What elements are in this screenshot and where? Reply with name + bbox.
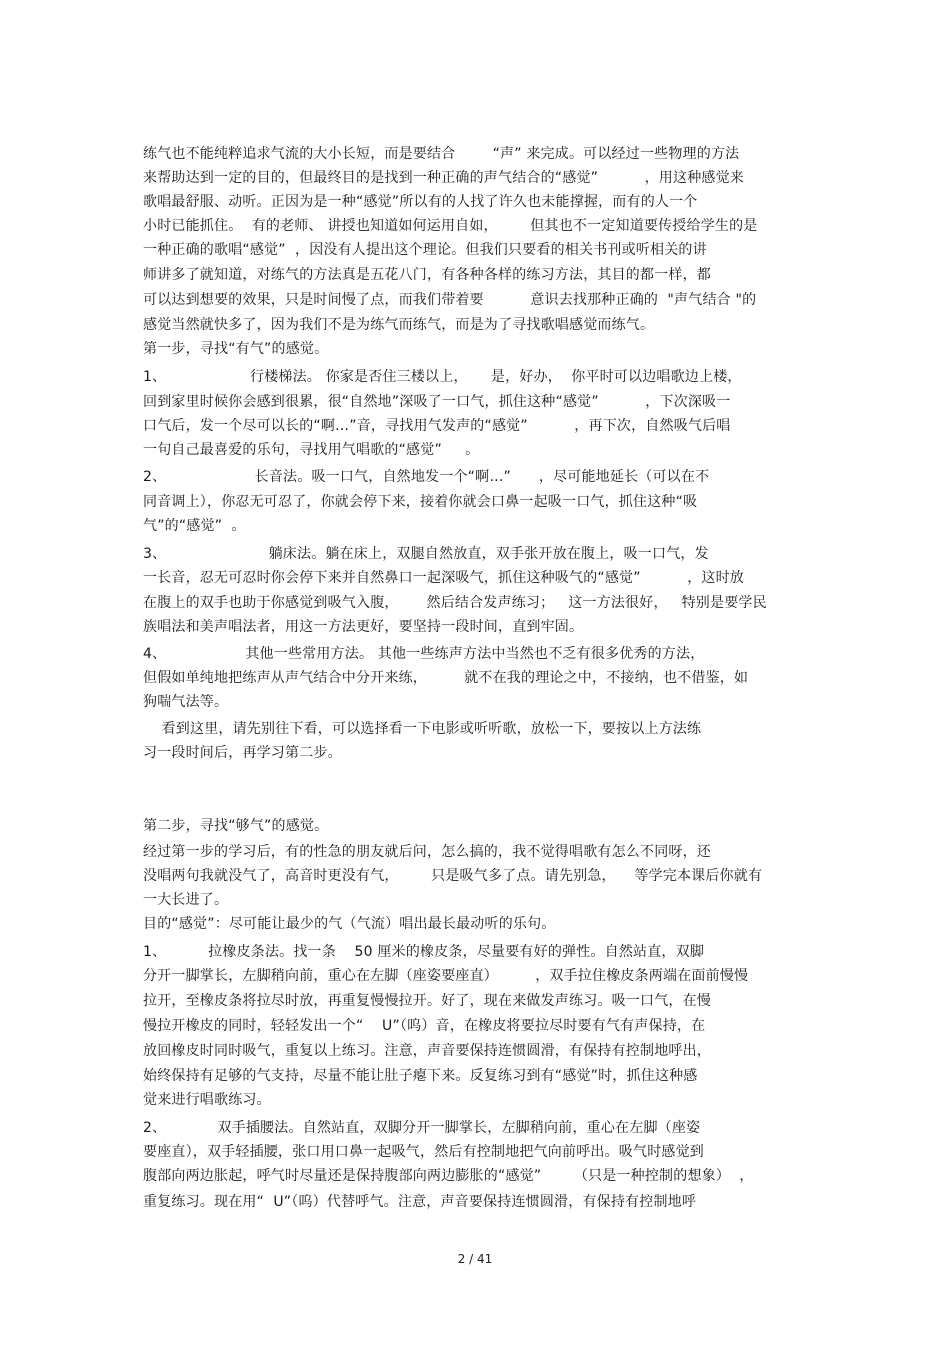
body-text-line: 回到家里时候你会感到很累，很“自然地”深吸了一口气，抓住这种“感觉” ，下次深吸一 [143, 394, 731, 410]
body-text-line: 小时已能抓住。 有的老师、 讲授也知道如何运用自如， 但其也不一定知道要传授给学生的是 [143, 218, 758, 234]
list-item: 2、 双手插腰法。自然站直，双脚分开一脚掌长，左脚稍向前，重心在左脚（座姿 [143, 1120, 701, 1136]
body-text-line: 师讲多了就知道，对练气的方法真是五花八门，有各种各样的练习方法，其目的都一样，都 [143, 267, 711, 283]
body-text-line: 练气也不能纯粹追求气流的大小长短，而是要结合 “声” 来完成。可以经过一些物理的方法 [143, 146, 740, 162]
body-text-line: 要座直），双手轻插腰，张口用口鼻一起吸气，然后有控制地把气向前呼出。吸气时感觉到 [143, 1144, 704, 1160]
body-text-line: 来帮助达到一定的目的，但最终目的是找到一种正确的声气结合的“感觉” ，用这种感觉来 [143, 170, 745, 186]
body-text-line: 拉开，至橡皮条将拉尽时放，再重复慢慢拉开。好了，现在来做发声练习。吸一口气，在慢 [143, 993, 711, 1009]
list-item: 3、 躺床法。躺在床上，双腿自然放直，双手张开放在腹上，吸一口气，发 [143, 546, 709, 562]
body-text-line: 觉来进行唱歌练习。 [143, 1092, 271, 1108]
body-text-line: 一长音，忍无可忍时你会停下来并自然鼻口一起深吸气，抓住这种吸气的“感觉” ，这时放 [143, 570, 745, 586]
body-text-line: 族唱法和美声唱法者，用这一方法更好，要坚持一段时间，直到牢固。 [143, 619, 584, 635]
body-text-line: 在腹上的双手也助于你感觉到吸气入腹， 然后结合发声练习； 这一方法很好， 特别是要学民 [143, 595, 767, 611]
body-text-line: 慢拉开橡皮的同时，轻轻发出一个“ U”（呜）音，在橡皮将要拉尽时要有气有声保持，在 [143, 1018, 706, 1034]
body-text-line: 分开一脚掌长，左脚稍向前，重心在左脚（座姿要座直） ，双手拉住橡皮条两端在面前慢慢 [143, 968, 749, 984]
list-item: 1、 拉橡皮条法。找一条 50 厘米的橡皮条，尽量要有好的弹性。自然站直，双脚 [143, 944, 705, 960]
body-text-line: 重复练习。现在用“ U”（呜）代替呼气。注意，声音要保持连惯圆滑，有保持有控制地呼 [143, 1194, 697, 1210]
body-text-line: 一种正确的歌唱“感觉” ，因没有人提出这个理论。但我们只要看的相关书刊或听相关的讲 [143, 242, 707, 258]
body-text-line: 狗喘气法等。 [143, 694, 229, 710]
body-text-line: 歌唱最舒服、动听。正因为是一种“感觉”所以有的人找了许久也未能撑握，而有的人一个 [143, 194, 698, 210]
body-text-line: 习一段时间后，再学习第二步。 [143, 745, 342, 761]
body-text-line: 腹部向两边胀起，呼气时尽量还是保持腹部向两边膨胀的“感觉” （只是一种控制的想象） ， [143, 1168, 754, 1184]
body-text-line: 感觉当然就快多了，因为我们不是为练气而练气，而是为了寻找歌唱感觉而练气。 [143, 317, 655, 333]
body-text-line: 可以达到想要的效果，只是时间慢了点，而我们带着要 意识去找那种正确的 "声气结合 "的 [143, 292, 757, 308]
body-text-line: 但假如单纯地把练声从声气结合中分开来练， 就不在我的理论之中，不接纳，也不借鉴，如 [143, 670, 749, 686]
body-text-line: 始终保持有足够的气支持，尽量不能让肚子瘪下来。反复练习到有“感觉”时，抓住这种感 [143, 1068, 698, 1084]
page-number: 2 / 41 [457, 1252, 493, 1266]
list-item: 4、 其他一些常用方法。 其他一些练声方法中当然也不乏有很多优秀的方法， [143, 646, 705, 662]
body-text-line: 目的“感觉”：尽可能让最少的气（气流）唱出最长最动听的乐句。 [143, 916, 556, 932]
list-item: 1、 行楼梯法。 你家是否住三楼以上， 是，好办， 你平时可以边唱歌边上楼， [143, 369, 742, 385]
list-item: 2、 长音法。吸一口气，自然地发一个“啊…” ，尽可能地延长（可以在不 [143, 469, 710, 485]
section-heading: 第一步，寻找“有气”的感觉。 [143, 341, 329, 357]
body-text-line: 一句自己最喜爱的乐句，寻找用气唱歌的“感觉” 。 [143, 442, 480, 458]
body-text-line: 看到这里，请先别往下看，可以选择看一下电影或听听歌，放松一下，要按以上方法练 [143, 721, 702, 737]
section-heading: 第二步，寻找“够气”的感觉。 [143, 818, 329, 834]
body-text-line: 放回橡皮时同时吸气，重复以上练习。注意，声音要保持连惯圆滑，有保持有控制地呼出， [143, 1043, 711, 1059]
body-text-line: 经过第一步的学习后，有的性急的朋友就后问，怎么搞的，我不觉得唱歌有怎么不同呀，还 [143, 844, 711, 860]
body-text-line: 一大长进了。 [143, 892, 229, 908]
body-text-line: 口气后，发一个尽可以长的“啊…”音，寻找用气发声的“感觉” ，再下次，自然吸气后唱 [143, 418, 731, 434]
body-text-line: 气”的“感觉” 。 [143, 518, 246, 534]
body-text-line: 没唱两句我就没气了，高音时更没有气， 只是吸气多了点。请先别急， 等学完本课后你就有 [143, 868, 763, 884]
body-text-line: 同音调上），你忍无可忍了，你就会停下来，接着你就会口鼻一起吸一口气，抓住这种“吸 [143, 494, 698, 510]
